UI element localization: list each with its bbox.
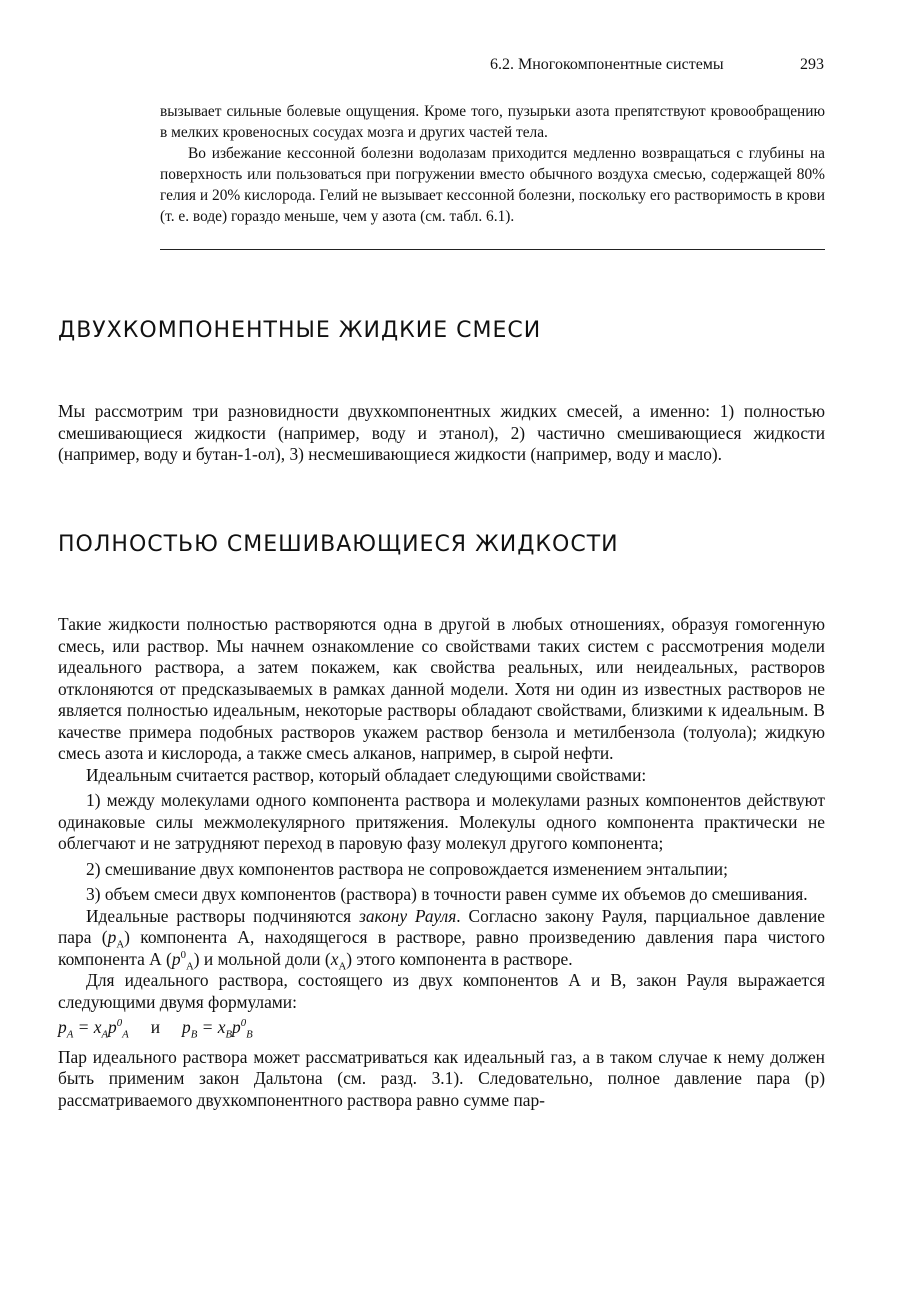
- symbol-x: x: [217, 1017, 226, 1037]
- subscript-a: A: [338, 959, 347, 972]
- intro-paragraph: Мы рассмотрим три разновидности двухкомпонентных жидких смесей, а именно: 1) полностью смешивающиеся жидкости (например, воду и этанол), 2) частично смешивающиеся жидкости (например, воду и бутан-1-ол), 3) несмешивающиеся жидкости (например, воду и масло).: [58, 401, 825, 464]
- subscript-a: A: [66, 1028, 74, 1041]
- subscript-a: A: [122, 1028, 129, 1041]
- symbol-x: x: [330, 948, 339, 969]
- symbol-p: p: [232, 1017, 241, 1037]
- symbol-p: p: [108, 1017, 117, 1037]
- symbol-x: x: [93, 1017, 102, 1037]
- subscript-b: B: [225, 1028, 233, 1041]
- symbol-p: p: [171, 948, 181, 969]
- text-run: ) и мольной доли (: [193, 948, 331, 969]
- subscript-a: A: [185, 959, 194, 972]
- subscript-b: B: [246, 1028, 253, 1041]
- raoult-paragraph: [58, 906, 825, 971]
- list-item: 1) между молекулами одного компонента раствора и молекулами разных компонентов действуют одинаковые силы межмолекулярного притяжения. Молекулы одного компонента практически не облегчают и не затрудняют переход в паровую фазу молекул другого компонента;: [58, 790, 825, 853]
- body-paragraph: Идеальным считается раствор, который обладает следующими свойствами:: [86, 764, 647, 785]
- equals-sign: =: [197, 1017, 218, 1037]
- section-heading-two-component: ДВУХКОМПОНЕНТНЫЕ ЖИДКИЕ СМЕСИ: [58, 318, 542, 343]
- text-run: ) этого компонента в растворе.: [346, 948, 573, 969]
- note-paragraph: Во избежание кессонной болезни водолазам приходится медленно возвращаться с глубины на поверхность или пользоваться при погружении вместо обычного воздуха смесью, содержащей 80% гелия и 20% кислорода. Гелий не вызывает кессонной болезни, поскольку его растворимость в крови (т. е. воде) гораздо меньше, чем у азота (см. табл. 6.1).: [160, 145, 825, 225]
- raoult-law-term: закону Рауля: [359, 905, 457, 926]
- subscript-b: B: [190, 1028, 198, 1041]
- raoult-formula: [58, 1017, 825, 1039]
- boxed-note: [160, 101, 825, 227]
- body-paragraph: Для идеального раствора, состоящего из двух компонентов А и В, закон Рауля выражается следующими двумя формулами:: [58, 970, 825, 1012]
- body-paragraph: Пар идеального раствора может рассматриваться как идеальный газ, а в таком случае к нему должен быть применим закон Дальтона (см. разд. 3.1). Следовательно, полное давление пара (p) рассматриваемого двухкомпонентного раствора равно сумме пар-: [58, 1046, 825, 1110]
- text-run: . Согласно закону Рауля, парциальное давление пара (: [58, 905, 826, 947]
- superscript-zero: 0: [180, 948, 186, 961]
- text-run: ) компонента А, находящегося в растворе, равно произведению давления пара чистого компонента А (: [58, 927, 825, 969]
- list-item: 2) смешивание двух компонентов раствора не сопровождается изменением энтальпии;: [86, 858, 728, 879]
- symbol-p: p: [58, 1017, 67, 1037]
- text-run: Идеальные растворы подчиняются: [86, 905, 360, 926]
- subscript-a: A: [116, 938, 125, 951]
- running-head: [0, 56, 902, 78]
- body-paragraph: Такие жидкости полностью растворяются одна в другой в любых отношениях, образуя гомогенную смесь, или раствор. Мы начнем ознакомление со свойствами таких систем с рассмотрения модели идеального раствора, а затем покажем, как свойства реальных, или неидеальных, растворов отклоняются от предсказываемых в рамках данной модели. Хотя ни один из известных растворов не является полностью идеальным, некоторые растворы обладают свойствами, близкими к идеальным. В качестве примера подобных растворов укажем раствор бензола и метилбензола (толуола); жидкую смесь азота и кислорода, а также смесь алканов, например, в сырой нефти.: [58, 614, 825, 763]
- equals-sign: =: [73, 1017, 94, 1037]
- page-number: 293: [800, 56, 824, 73]
- note-divider: [160, 249, 825, 250]
- formula-conjunction: и: [150, 1017, 161, 1037]
- main-section: [58, 614, 825, 1111]
- superscript-zero: 0: [116, 1017, 123, 1030]
- superscript-zero: 0: [240, 1017, 247, 1030]
- running-title: 6.2. Многокомпонентные системы: [490, 56, 724, 73]
- subscript-a: A: [101, 1028, 109, 1041]
- list-item: 3) объем смеси двух компонентов (раствора) в точности равен сумме их объемов до смешивания.: [86, 884, 808, 904]
- intro-section: [58, 401, 825, 466]
- section-heading-miscible: ПОЛНОСТЬЮ СМЕШИВАЮЩИЕСЯ ЖИДКОСТИ: [58, 532, 619, 557]
- note-paragraph: вызывает сильные болевые ощущения. Кроме того, пузырьки азота препятствуют кровообращению в мелких кровеносных сосудах мозга и других частей тела.: [160, 103, 825, 141]
- symbol-p: p: [182, 1017, 191, 1037]
- symbol-p: p: [107, 927, 117, 947]
